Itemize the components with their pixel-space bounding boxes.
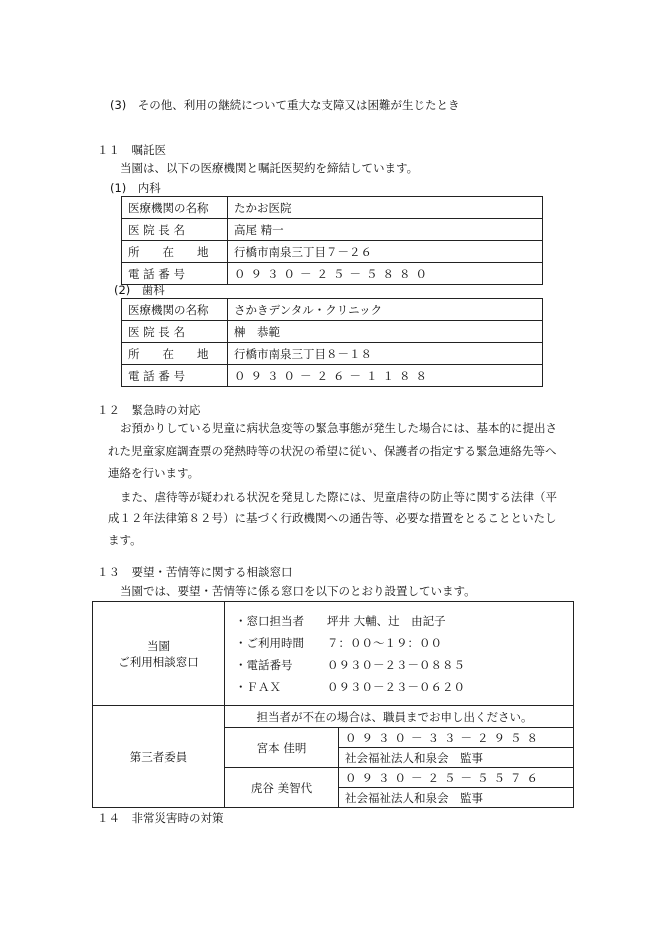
section-12-p1-line2: れた児童家庭調査票の発熱時等の状況の希望に従い、保護者の指定する緊急連絡先等へ (108, 444, 557, 458)
section-12-p1-line1: お預かりしている児童に病状急変等の緊急事態が発生した場合には、基本的に提出さ (120, 421, 557, 435)
window-fax: ・ＦＡＸ ０９３０－２３－０６２０ (235, 679, 465, 694)
window-staff: ・窓口担当者 坪井 大輔、辻 由記子 (235, 613, 446, 628)
window-phone: ・電話番号 ０９３０－２３－０８８５ (235, 657, 465, 672)
table-label: 所 在 地 (122, 241, 228, 263)
shika-table (121, 298, 543, 387)
member-name: 虎谷 美智代 (225, 768, 339, 808)
table-label: 医 院 長 名 (122, 321, 228, 343)
table-row (122, 321, 543, 343)
member-org: 社会福祉法人和泉会 監事 (339, 788, 574, 808)
section-13-intro: 当園では、要望・苦情等に係る窓口を以下のとおり設置しています。 (120, 584, 476, 598)
section-12-p1-line3: 連絡を行います。 (108, 466, 200, 480)
section-12-p2-line2: 成１２年法律第８２号）に基づく行政機関への通告等、必要な措置をとることといたし (108, 511, 557, 525)
window-details-cell (225, 602, 574, 706)
member-phone: ０９３０－３３－２９５８ (339, 728, 574, 748)
shika-label: (2) 歯科 (114, 283, 165, 297)
table-row (122, 241, 543, 263)
member-phone: ０９３０－２５－５５７６ (339, 768, 574, 788)
section-11-intro: 当園は、以下の医療機関と嘱託医契約を締結しています。 (120, 161, 419, 175)
table-value: 行橋市南泉三丁目７－２６ (228, 241, 543, 263)
section-12-p2-line1: また、虐待等が疑われる状況を発見した際には、児童虐待の防止等に関する法律（平 (120, 490, 557, 504)
window-absent-note: 担当者が不在の場合は、職員までお申し出ください。 (225, 706, 574, 728)
member-name: 宮本 佳明 (225, 728, 339, 768)
table-row (122, 299, 543, 321)
table-value: ０９３０－２５－５８８０ (228, 263, 543, 285)
naika-table (121, 196, 543, 285)
third-party-label: 第三者委員 (93, 706, 225, 808)
table-value: さかきデンタル・クリニック (228, 299, 543, 321)
table-value: ０９３０－２６－１１８８ (228, 365, 543, 387)
section-14-heading: １４ 非常災害時の対策 (97, 811, 224, 825)
item-3-text: (3) その他、利用の継続について重大な支障又は困難が生じたとき (110, 98, 460, 112)
table-row (93, 602, 574, 706)
window-hours: ・ご利用時間 ７：００～１９：００ (235, 635, 442, 650)
table-row (122, 343, 543, 365)
section-13-heading: １３ 要望・苦情等に関する相談窓口 (97, 565, 293, 579)
table-label: 医療機関の名称 (122, 299, 228, 321)
table-value: たかお医院 (228, 197, 543, 219)
window-label-cell (93, 602, 225, 706)
consultation-table (92, 601, 574, 808)
section-11-heading: １１ 嘱託医 (97, 143, 166, 157)
table-label: 電 話 番 号 (122, 263, 228, 285)
table-label: 所 在 地 (122, 343, 228, 365)
table-row (122, 365, 543, 387)
table-value: 高尾 精一 (228, 219, 543, 241)
member-org: 社会福祉法人和泉会 監事 (339, 748, 574, 768)
table-row (93, 706, 574, 728)
table-label: 電 話 番 号 (122, 365, 228, 387)
table-row (122, 263, 543, 285)
section-12-heading: １２ 緊急時の対応 (97, 403, 201, 417)
table-label: 医 院 長 名 (122, 219, 228, 241)
table-label: 医療機関の名称 (122, 197, 228, 219)
table-row (122, 219, 543, 241)
window-label-line2: ご利用相談窓口 (118, 654, 199, 669)
window-label-line1: 当園 (147, 638, 170, 653)
section-12-p2-line3: ます。 (108, 533, 142, 547)
table-value: 行橋市南泉三丁目８－１８ (228, 343, 543, 365)
table-row (122, 197, 543, 219)
naika-label: (1) 内科 (110, 181, 161, 195)
table-value: 榊 恭範 (228, 321, 543, 343)
